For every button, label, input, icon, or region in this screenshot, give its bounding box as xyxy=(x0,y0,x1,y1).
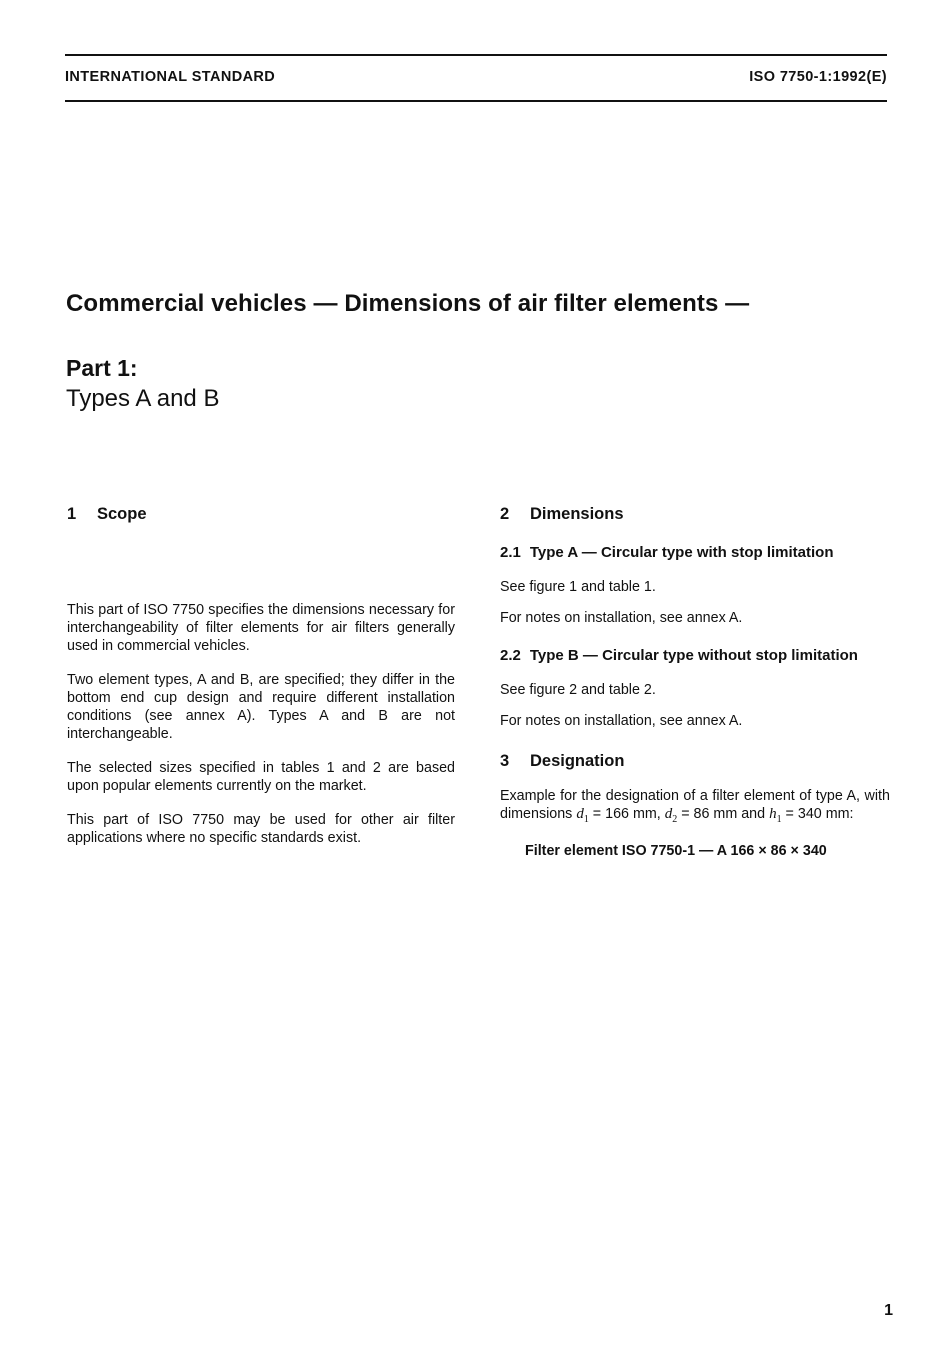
document-title: Commercial vehicles — Dimensions of air filter elements — xyxy=(66,290,750,317)
right-column xyxy=(500,505,890,859)
header-rule-bottom xyxy=(65,100,887,102)
dimensions-heading xyxy=(500,505,890,524)
and-word: and xyxy=(741,806,766,822)
part-subtitle: Types A and B xyxy=(66,385,220,412)
part-label: Part 1: xyxy=(66,355,138,381)
type-a-heading xyxy=(500,543,890,563)
type-a-title: Type A — Circular type with stop limitation xyxy=(529,544,834,561)
type-a-see-figure: See figure 1 and table 1. xyxy=(500,579,656,595)
designation-number: 3 xyxy=(500,752,510,770)
designation-intro: Example for the designation of a filter element of type A, with dimensions xyxy=(500,788,890,822)
type-b-installation-note: For notes on installation, see annex A. xyxy=(500,713,743,729)
dimensions-title: Dimensions xyxy=(530,505,624,523)
left-column xyxy=(67,505,455,847)
designation-title: Designation xyxy=(530,752,625,770)
scope-paragraph-3: The selected sizes specified in tables 1 and 2 are based upon popular elements currently on the market. xyxy=(67,760,455,794)
h1-symbol: $h_1$ xyxy=(769,806,782,825)
designation-example: Filter element ISO 7750-1 — A 166 × 86 × 340 xyxy=(525,843,827,859)
scope-paragraph-1: This part of ISO 7750 specifies the dimensions necessary for interchangeability of filter elements for air filters generally used in commercial vehicles. xyxy=(67,602,455,654)
d2-symbol: $d_2$ xyxy=(664,806,678,825)
scope-paragraph-2: Two element types, A and B, are specified; they differ in the bottom end cup design and require different installation conditions (see annex A). Types A and B are not interchangeable. xyxy=(67,672,455,742)
scope-paragraph-4: This part of ISO 7750 may be used for other air filter applications where no specific standards exist. xyxy=(67,812,455,846)
header-rule-top xyxy=(65,54,887,56)
d1-value: = 166 mm, xyxy=(592,806,661,822)
scope-heading xyxy=(67,505,455,524)
d1-symbol: $d_1$ xyxy=(576,806,589,825)
scope-title: Scope xyxy=(97,505,147,523)
dimensions-number: 2 xyxy=(500,505,510,523)
page-number: 1 xyxy=(884,1302,893,1319)
type-a-number: 2.1 xyxy=(500,544,521,561)
type-b-title: Type B — Circular type without stop limitation xyxy=(529,647,858,664)
type-b-number: 2.2 xyxy=(500,647,521,664)
document-type-label: INTERNATIONAL STANDARD xyxy=(65,69,276,85)
scope-number: 1 xyxy=(67,505,77,523)
type-b-see-figure: See figure 2 and table 2. xyxy=(500,682,656,698)
designation-example-text xyxy=(500,787,890,829)
standard-number-label: ISO 7750-1:1992(E) xyxy=(749,69,887,85)
designation-heading xyxy=(500,752,890,771)
type-b-heading xyxy=(500,646,890,666)
h1-value: = 340 mm: xyxy=(785,806,854,822)
type-a-installation-note: For notes on installation, see annex A. xyxy=(500,610,743,626)
d2-value: = 86 mm xyxy=(681,806,738,822)
